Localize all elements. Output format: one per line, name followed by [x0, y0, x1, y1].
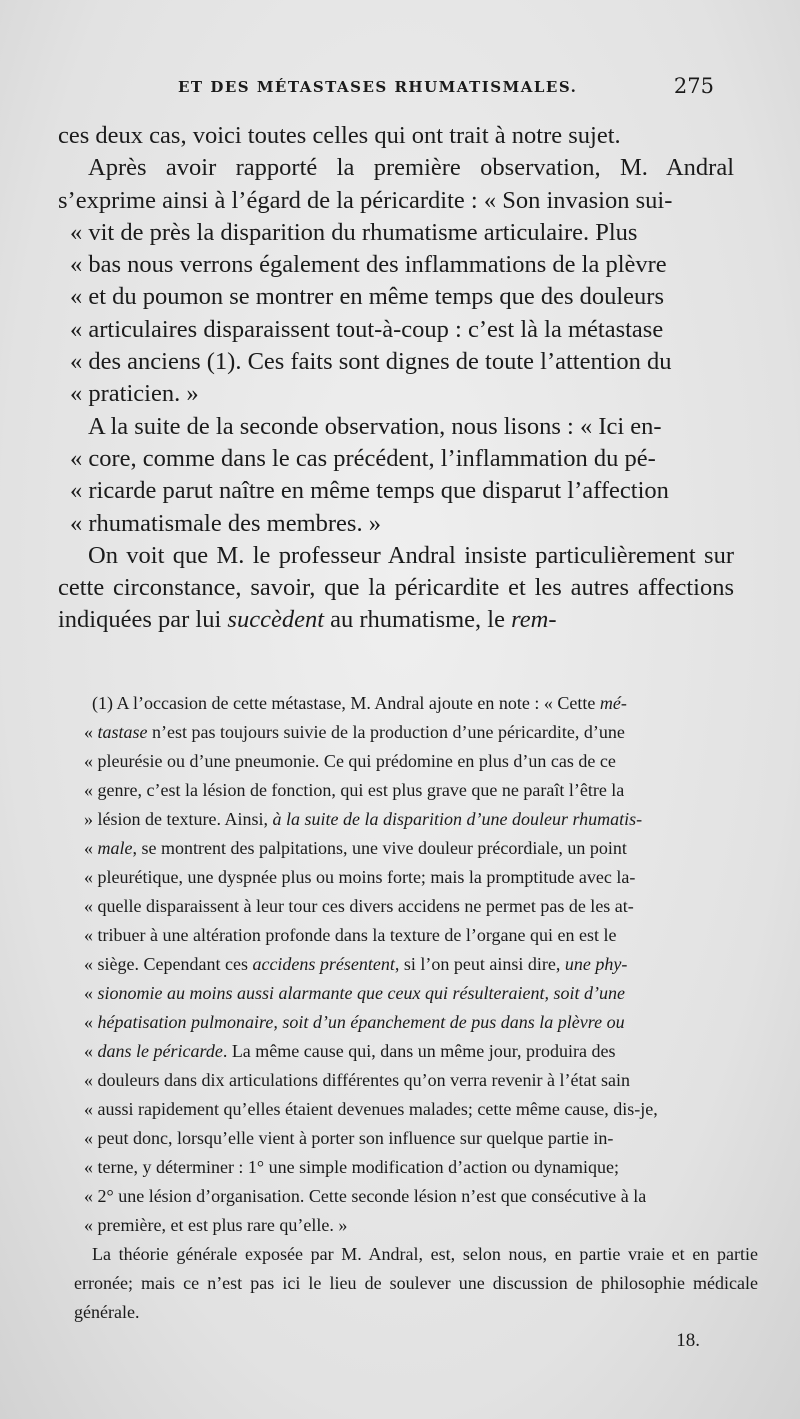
quote-line: « et du poumon se montrer en même temps que des douleurs — [70, 283, 664, 311]
footnote-line: « peut donc, lorsqu’elle vient à porter son influence sur quelque partie in- — [84, 1128, 614, 1148]
quote-line: « articulaires disparaissent tout-à-coup : c’est là la métastase — [70, 315, 664, 343]
emphasis: rem- — [511, 606, 557, 634]
footnote-text: n’est pas toujours suivie de la production d’une péricardite, d’une — [147, 722, 625, 742]
signature-mark: 18. — [676, 1330, 700, 1351]
footnote-text: , si l’on peut ainsi dire, — [394, 954, 565, 974]
emphasis: accidens présentent — [252, 954, 395, 974]
footnote-line: « sionomie au moins aussi alarmante que ceux qui résulteraient, soit d’une — [84, 983, 625, 1003]
footnote-line: « 2° une lésion d’organisation. Cette seconde lésion n’est que consécutive à la — [84, 1186, 647, 1206]
footnote-text: . La même cause qui, dans un même jour, produira des — [222, 1041, 616, 1061]
emphasis: à la suite de la disparition d’une douleur rhumatis- — [272, 809, 643, 829]
paragraph-4-text: On voit que M. le professeur Andral insiste particulièrement sur cette circonstance, savoir, que la péricardite et les autres affections indiquées par lui — [58, 541, 734, 634]
paragraph-1: ces deux cas, voici toutes celles qui ont trait à notre sujet. — [58, 122, 621, 149]
emphasis: une phy- — [564, 954, 628, 974]
footnote-line — [74, 950, 758, 979]
footnote-line: « quelle disparaissent à leur tour ces divers accidens ne permet pas de les at- — [84, 896, 634, 916]
footnote-text: (1) A l’occasion de cette métastase, M. Andral ajoute en note : « Cette — [92, 693, 600, 713]
footnote-line: « pleurétique, une dyspnée plus ou moins forte; mais la promptitude avec la- — [84, 867, 636, 887]
emphasis: mé- — [599, 693, 627, 713]
paragraph-4-text: au rhumatisme, le — [324, 606, 512, 634]
quote-line: « vit de près la disparition du rhumatisme articulaire. Plus — [70, 218, 638, 246]
emphasis: succèdent — [227, 606, 325, 634]
footnote-line: « aussi rapidement qu’elles étaient devenues malades; cette même cause, dis-je, — [84, 1099, 658, 1119]
footnote — [74, 689, 758, 1327]
footnote-line: « douleurs dans dix articulations différentes qu’on verra revenir à l’état sain — [84, 1070, 630, 1090]
quote-line: « bas nous verrons également des inflammations de la plèvre — [70, 251, 667, 279]
quote-line: « ricarde parut naître en même temps que disparut l’affection — [70, 477, 669, 505]
quote-line: « rhumatismale des membres. » — [70, 509, 381, 537]
paragraph-3-intro: A la suite de la seconde observation, nous lisons : « Ici en- — [88, 412, 662, 440]
footnote-line — [74, 805, 758, 834]
emphasis: sionomie au moins aussi alarmante que ceux qui résulteraient, soit d’une — [97, 983, 625, 1003]
quote-line: « des anciens (1). Ces faits sont dignes de toute l’attention du — [70, 348, 672, 376]
paragraph-2-intro: Après avoir rapporté la première observation, M. Andral s’exprime ainsi à l’égard de la péricardite : « Son invasion sui- — [58, 154, 734, 214]
page-number: 275 — [673, 74, 714, 98]
emphasis: hépatisation pulmonaire, soit d’un épanchement de pus dans la plèvre ou — [97, 1012, 625, 1032]
footnote-closing: La théorie générale exposée par M. Andral, est, selon nous, en partie vraie et en partie erronée; mais ce n’est pas ici le lieu de soulever une discussion de philosophie médicale générale. — [74, 1244, 758, 1322]
footnote-line: « hépatisation pulmonaire, soit d’un épanchement de pus dans la plèvre ou — [84, 1012, 625, 1032]
footnote-line: « male, se montrent des palpitations, une vive douleur précordiale, un point — [84, 838, 627, 858]
emphasis: dans le péricarde — [97, 1041, 223, 1061]
footnote-text: » lésion de texture. Ainsi, — [84, 809, 273, 829]
quote-line: « core, comme dans le cas précédent, l’inflammation du pé- — [70, 444, 656, 472]
footnote-line: « tribuer à une altération profonde dans la texture de l’organe qui en est le — [84, 925, 617, 945]
footnote-line: « dans le péricarde. La même cause qui, dans un même jour, produira des — [84, 1041, 616, 1061]
footnote-line: « première, et est plus rare qu’elle. » — [84, 1215, 348, 1235]
footnote-line: « terne, y déterminer : 1° une simple modification d’action ou dynamique; — [84, 1157, 620, 1177]
footnote-text: , se montrent des palpitations, une vive douleur précordiale, un point — [132, 838, 627, 858]
quote-line: « praticien. » — [70, 380, 199, 408]
running-title: ET DES MÉTASTASES RHUMATISMALES. — [178, 78, 578, 96]
footnote-line: « pleurésie ou d’une pneumonie. Ce qui prédomine en plus d’un cas de ce — [84, 751, 616, 771]
footnote-text: « siège. Cependant ces — [84, 954, 253, 974]
main-text — [58, 120, 734, 637]
emphasis: tastase — [97, 722, 148, 742]
footnote-line — [74, 689, 758, 718]
paragraph-4 — [58, 540, 734, 637]
page-header — [60, 74, 714, 104]
footnote-line: « tastase n’est pas toujours suivie de la production d’une péricardite, d’une — [84, 722, 625, 742]
footnote-line: « genre, c’est la lésion de fonction, qui est plus grave que ne paraît l’être la — [84, 780, 625, 800]
emphasis: male — [97, 838, 133, 858]
